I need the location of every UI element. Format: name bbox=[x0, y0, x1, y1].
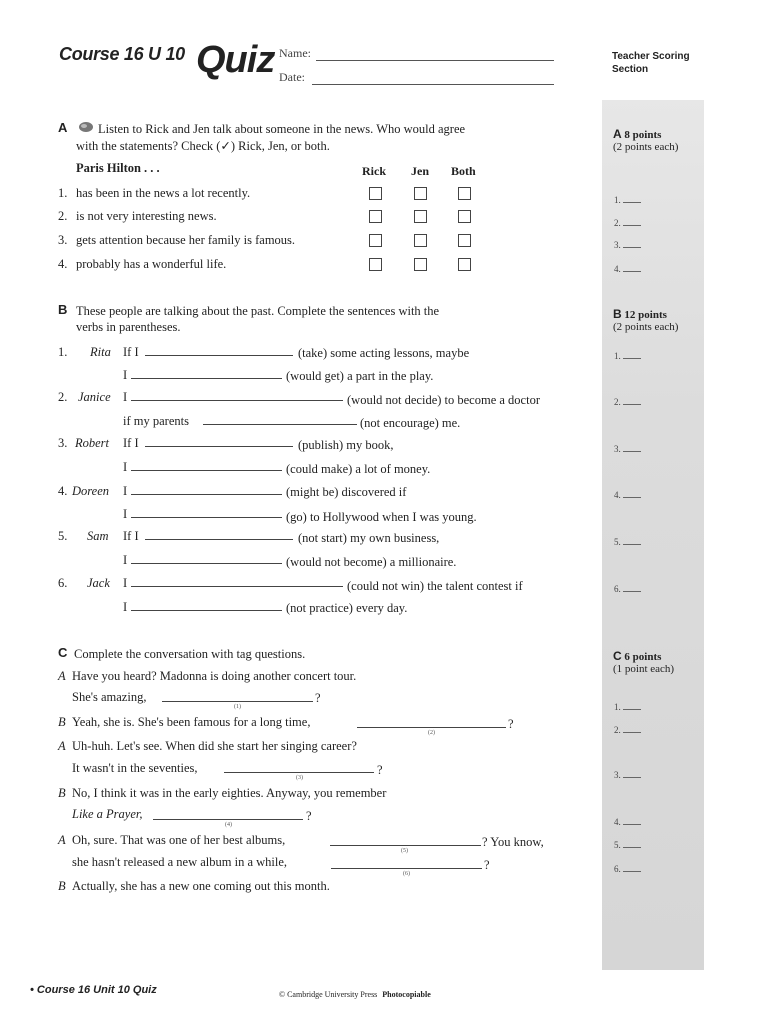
tag-answer-blank[interactable] bbox=[162, 690, 313, 702]
line1-start: I bbox=[123, 576, 128, 590]
answer-blank[interactable] bbox=[131, 483, 282, 495]
score-num: 6. bbox=[614, 584, 621, 594]
copyright-text: © Cambridge University Press bbox=[279, 990, 378, 999]
section-b-instructions-2: verbs in parentheses. bbox=[76, 320, 181, 334]
score-a-each: (2 points each) bbox=[613, 141, 679, 153]
score-c-letter: C bbox=[613, 649, 622, 663]
score-blank[interactable] bbox=[623, 709, 641, 710]
score-blank[interactable] bbox=[623, 225, 641, 226]
line1-end: (take) some acting lessons, maybe bbox=[298, 346, 470, 360]
speaker: B bbox=[58, 715, 66, 729]
item-number: 1. bbox=[58, 186, 68, 200]
blank-number: (6) bbox=[403, 871, 410, 877]
speaker: B bbox=[58, 879, 66, 893]
score-num: 2. bbox=[614, 725, 621, 735]
dialogue-text: She's amazing, bbox=[72, 690, 147, 704]
score-blank[interactable] bbox=[623, 591, 641, 592]
dialogue-text: It wasn't in the seventies, bbox=[72, 761, 198, 775]
line1-end: (publish) my book, bbox=[298, 438, 394, 452]
audio-icon bbox=[78, 118, 94, 137]
date-field[interactable] bbox=[312, 84, 554, 85]
line2-end: (not encourage) me. bbox=[360, 416, 461, 430]
item-person: Janice bbox=[78, 390, 111, 404]
score-num: 2. bbox=[614, 218, 621, 228]
answer-blank[interactable] bbox=[131, 389, 343, 401]
line1-end: (might be) discovered if bbox=[286, 485, 407, 499]
line2-start: I bbox=[123, 460, 128, 474]
answer-blank[interactable] bbox=[131, 459, 282, 471]
item-number: 4. bbox=[58, 484, 68, 498]
score-num: 3. bbox=[614, 240, 621, 250]
score-c-line bbox=[614, 702, 641, 712]
item-person: Jack bbox=[87, 576, 110, 590]
photocopiable-text: Photocopiable bbox=[382, 990, 431, 999]
answer-blank[interactable] bbox=[131, 575, 343, 587]
dialogue-text: No, I think it was in the early eighties. Anyway, you remember bbox=[72, 786, 387, 800]
line2-end: (not practice) every day. bbox=[286, 601, 408, 615]
answer-blank[interactable] bbox=[131, 506, 282, 518]
answer-blank[interactable] bbox=[145, 344, 293, 356]
score-num: 5. bbox=[614, 840, 621, 850]
item-person: Robert bbox=[75, 436, 110, 450]
blank-number: (5) bbox=[401, 848, 408, 854]
line1-start: I bbox=[123, 484, 128, 498]
item-number: 5. bbox=[58, 529, 68, 543]
checkbox-rick[interactable] bbox=[369, 234, 382, 247]
line1-end: (would not decide) to become a doctor bbox=[347, 393, 540, 407]
dialogue-after: ? You know, bbox=[482, 835, 544, 849]
item-number: 6. bbox=[58, 576, 68, 590]
score-c-line bbox=[614, 840, 641, 850]
item-number: 1. bbox=[58, 345, 68, 359]
line1-start: I bbox=[123, 390, 128, 404]
checkbox-rick[interactable] bbox=[369, 258, 382, 271]
score-blank[interactable] bbox=[623, 871, 641, 872]
tag-answer-blank[interactable] bbox=[153, 808, 303, 820]
section-a-letter: A bbox=[58, 120, 68, 135]
score-num: 5. bbox=[614, 537, 621, 547]
line2-start: if my parents bbox=[123, 414, 189, 428]
score-blank[interactable] bbox=[623, 451, 641, 452]
date-label: Date: bbox=[279, 70, 305, 84]
answer-blank[interactable] bbox=[131, 367, 282, 379]
score-blank[interactable] bbox=[623, 247, 641, 248]
tag-answer-blank[interactable] bbox=[224, 761, 374, 773]
course-label: Course 16 U 10 bbox=[59, 44, 185, 64]
answer-blank[interactable] bbox=[203, 413, 357, 425]
dialogue-after: ? bbox=[315, 691, 321, 705]
dialogue-text: Oh, sure. That was one of her best albums, bbox=[72, 833, 286, 847]
score-num: 3. bbox=[614, 444, 621, 454]
score-blank[interactable] bbox=[623, 202, 641, 203]
answer-blank[interactable] bbox=[145, 528, 293, 540]
line1-end: (could not win) the talent contest if bbox=[347, 579, 523, 593]
score-c-each: (1 point each) bbox=[613, 663, 675, 675]
dialogue-text: Yeah, she is. She's been famous for a long time, bbox=[72, 715, 311, 729]
line2-start: I bbox=[123, 507, 128, 521]
score-a-line bbox=[614, 264, 641, 274]
answer-blank[interactable] bbox=[131, 552, 282, 564]
score-c-line bbox=[614, 864, 641, 874]
score-c-line bbox=[614, 725, 641, 735]
score-a-line bbox=[614, 240, 641, 250]
checkbox-both[interactable] bbox=[458, 187, 471, 200]
line2-start: I bbox=[123, 553, 128, 567]
score-num: 1. bbox=[614, 702, 621, 712]
song-title: Like a Prayer, bbox=[72, 807, 143, 821]
dialogue-after: ? bbox=[484, 858, 490, 872]
tag-answer-blank[interactable] bbox=[357, 716, 506, 728]
score-num: 6. bbox=[614, 864, 621, 874]
score-c-header bbox=[613, 650, 674, 675]
speaker: A bbox=[58, 669, 66, 683]
footer-course-label: • Course 16 Unit 10 Quiz bbox=[30, 984, 157, 996]
score-blank[interactable] bbox=[623, 358, 641, 359]
score-num: 3. bbox=[614, 770, 621, 780]
dialogue-text: Actually, she has a new one coming out this month. bbox=[72, 879, 330, 893]
score-num: 4. bbox=[614, 490, 621, 500]
teacher-scoring-column bbox=[602, 40, 704, 970]
score-blank[interactable] bbox=[623, 271, 641, 272]
blank-number: (2) bbox=[428, 730, 435, 736]
footer-copyright bbox=[279, 990, 431, 999]
score-blank[interactable] bbox=[623, 732, 641, 733]
section-a-subject: Paris Hilton . . . bbox=[76, 161, 160, 175]
score-b-line bbox=[614, 490, 641, 500]
score-num: 1. bbox=[614, 195, 621, 205]
score-blank[interactable] bbox=[623, 404, 641, 405]
line2-end: (could make) a lot of money. bbox=[286, 462, 431, 476]
item-text: is not very interesting news. bbox=[76, 209, 217, 223]
score-b-letter: B bbox=[613, 307, 622, 321]
section-b-letter: B bbox=[58, 302, 68, 317]
line2-end: (would get) a part in the play. bbox=[286, 369, 434, 383]
quiz-title: Quiz bbox=[196, 39, 275, 81]
tag-answer-blank[interactable] bbox=[331, 857, 482, 869]
checkbox-rick[interactable] bbox=[369, 187, 382, 200]
speaker: B bbox=[58, 786, 66, 800]
line1-start: If I bbox=[123, 345, 139, 359]
item-text: probably has a wonderful life. bbox=[76, 257, 227, 271]
checkbox-both[interactable] bbox=[458, 234, 471, 247]
score-b-line bbox=[614, 397, 641, 407]
score-a-line bbox=[614, 195, 641, 205]
dialogue-text: Have you heard? Madonna is doing another concert tour. bbox=[72, 669, 357, 683]
line2-end: (go) to Hollywood when I was young. bbox=[286, 510, 477, 524]
section-b-instructions-1: These people are talking about the past. Complete the sentences with the bbox=[76, 304, 440, 318]
section-a-instructions-1: Listen to Rick and Jen talk about someone in the news. Who would agree bbox=[98, 122, 466, 136]
score-num: 4. bbox=[614, 264, 621, 274]
score-blank[interactable] bbox=[623, 544, 641, 545]
score-a-points: 8 points bbox=[624, 129, 662, 141]
section-c-instructions: Complete the conversation with tag questions. bbox=[74, 647, 306, 661]
dialogue-text: Uh-huh. Let's see. When did she start her singing career? bbox=[72, 739, 357, 753]
dialogue-text: she hasn't released a new album in a while, bbox=[72, 855, 288, 869]
speaker: A bbox=[58, 833, 66, 847]
line2-end: (would not become) a millionaire. bbox=[286, 555, 457, 569]
score-b-each: (2 points each) bbox=[613, 321, 679, 333]
item-text: gets attention because her family is famous. bbox=[76, 233, 296, 247]
score-num: 2. bbox=[614, 397, 621, 407]
score-b-header bbox=[613, 308, 678, 333]
item-text: has been in the news a lot recently. bbox=[76, 186, 251, 200]
dialogue-after: ? bbox=[306, 809, 312, 823]
score-b-line bbox=[614, 537, 641, 547]
blank-number: (1) bbox=[234, 704, 241, 710]
score-b-line bbox=[614, 444, 641, 454]
checkbox-jen[interactable] bbox=[414, 234, 427, 247]
score-blank[interactable] bbox=[623, 824, 641, 825]
checkbox-jen[interactable] bbox=[414, 210, 427, 223]
item-person: Doreen bbox=[72, 484, 110, 498]
item-number: 4. bbox=[58, 257, 68, 271]
name-field[interactable] bbox=[316, 60, 554, 61]
item-person: Sam bbox=[87, 529, 109, 543]
score-c-line bbox=[614, 817, 641, 827]
answer-blank[interactable] bbox=[145, 435, 293, 447]
teacher-scoring-title: Teacher Scoring Section bbox=[612, 51, 690, 75]
score-blank[interactable] bbox=[623, 777, 641, 778]
line1-start: If I bbox=[123, 529, 139, 543]
dialogue-after: ? bbox=[377, 763, 383, 777]
section-a-instructions-2: with the statements? Check (✓) Rick, Jen, or both. bbox=[76, 139, 330, 153]
checkbox-both[interactable] bbox=[458, 258, 471, 271]
checkbox-rick[interactable] bbox=[369, 210, 382, 223]
score-a-letter: A bbox=[613, 127, 622, 141]
line2-start: I bbox=[123, 600, 128, 614]
score-blank[interactable] bbox=[623, 497, 641, 498]
checkbox-both[interactable] bbox=[458, 210, 471, 223]
blank-number: (4) bbox=[225, 822, 232, 828]
checkbox-jen[interactable] bbox=[414, 258, 427, 271]
col-jen: Jen bbox=[411, 164, 429, 178]
score-b-line bbox=[614, 351, 641, 361]
section-c-letter: C bbox=[58, 645, 68, 660]
score-b-points: 12 points bbox=[624, 309, 667, 321]
score-c-line bbox=[614, 770, 641, 780]
tag-answer-blank[interactable] bbox=[330, 834, 481, 846]
item-number: 2. bbox=[58, 390, 68, 404]
line1-end: (not start) my own business, bbox=[298, 531, 440, 545]
item-number: 3. bbox=[58, 436, 68, 450]
score-c-points: 6 points bbox=[624, 651, 662, 663]
item-number: 2. bbox=[58, 209, 68, 223]
checkbox-jen[interactable] bbox=[414, 187, 427, 200]
score-b-line bbox=[614, 584, 641, 594]
speaker: A bbox=[58, 739, 66, 753]
score-a-header bbox=[613, 128, 678, 153]
line1-start: If I bbox=[123, 436, 139, 450]
col-rick: Rick bbox=[362, 164, 386, 178]
item-person: Rita bbox=[90, 345, 111, 359]
blank-number: (3) bbox=[296, 775, 303, 781]
score-blank[interactable] bbox=[623, 847, 641, 848]
name-label: Name: bbox=[279, 46, 311, 60]
dialogue-after: ? bbox=[508, 717, 514, 731]
score-num: 4. bbox=[614, 817, 621, 827]
item-number: 3. bbox=[58, 233, 68, 247]
score-num: 1. bbox=[614, 351, 621, 361]
score-a-line bbox=[614, 218, 641, 228]
col-both: Both bbox=[451, 164, 476, 178]
answer-blank[interactable] bbox=[131, 599, 282, 611]
line2-start: I bbox=[123, 368, 128, 382]
